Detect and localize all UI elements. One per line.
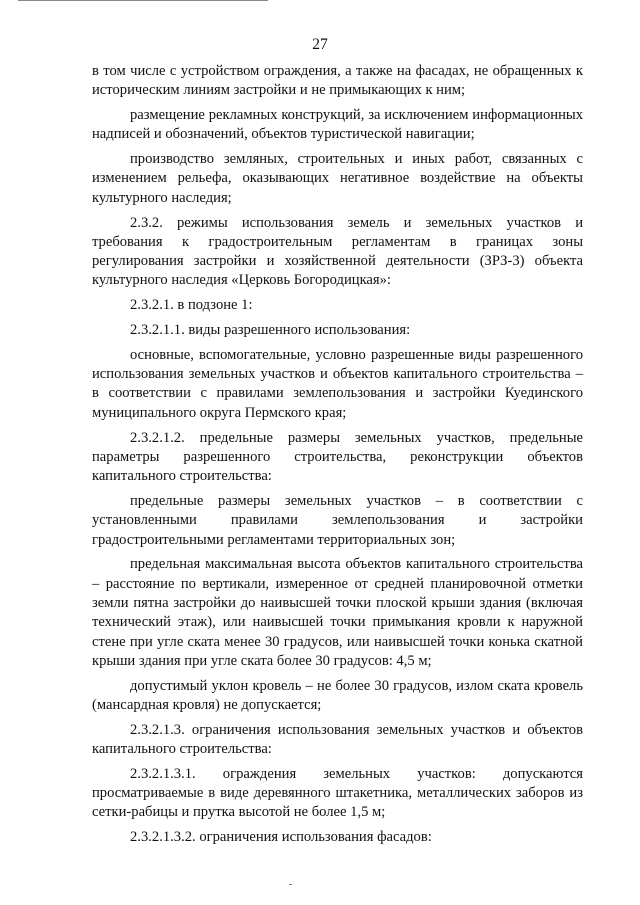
paragraph: производство земляных, строительных и иных работ, связанных с изменением рельефа, оказывающих негативное воздействие на объекты культурного наследия; <box>92 151 583 206</box>
paragraph: предельная максимальная высота объектов капитального строительства – расстояние по вертикали, измеренное от средней планировочной отметки земли пятна застройки до наивысшей точки плоской крыши здания (включая технический этаж), или наивысшей точки примыкания кровли к наружной стене при угле ската менее 30 градусов, или наивысшей точки конька скатной крыши здания при угле ската более 30 градусов: 4,5 м; <box>92 556 583 669</box>
paragraph: 2.3.2.1.3.2. ограничения использования фасадов: <box>130 829 432 846</box>
document-body <box>92 62 583 853</box>
paragraph: 2.3.2.1. в подзоне 1: <box>130 297 253 314</box>
page-number: 27 <box>312 36 328 53</box>
paragraph: 2.3.2.1.1. виды разрешенного использования: <box>130 322 411 339</box>
paragraph: 2.3.2.1.2. предельные размеры земельных участков, предельные параметры разрешенного строительства, реконструкции объектов капитального строительства: <box>92 429 583 485</box>
paragraph: 2.3.2. режимы использования земель и земельных участков и требования к градостроительным регламентам в границах зоны регулирования застройки и хозяйственной деятельности (ЗРЗ-3) объекта культурного наследия «Церковь Богородицкая»: <box>92 214 583 289</box>
top-rule <box>18 0 268 1</box>
paragraph: допустимый уклон кровель – не более 30 градусов, излом ската кровель (мансардная кровля) не допускается; <box>92 677 583 713</box>
paragraph: 2.3.2.1.3.1. ограждения земельных участков: допускаются просматриваемые в виде деревянного штакетника, металлических заборов из сетки-рабицы и прутка высотой не более 1,5 м; <box>92 765 583 821</box>
paragraph: в том числе с устройством ограждения, а также на фасадах, не обращенных к историческим линиям застройки и не примыкающих к ним; <box>92 63 583 99</box>
scan-mark <box>289 884 292 885</box>
paragraph: размещение рекламных конструкций, за исключением информационных надписей и обозначений, объектов туристической навигации; <box>92 107 583 143</box>
paragraph: основные, вспомогательные, условно разрешенные виды разрешенного использования земельных участков и объектов капитального строительства – в соответствии с правилами землепользования и застройки Куединского муниципального округа Пермского края; <box>92 346 583 421</box>
paragraph: предельные размеры земельных участков – в соответствии с установленными правилами землепользования и застройки градостроительными регламентами территориальных зон; <box>92 492 583 548</box>
paragraph: 2.3.2.1.3. ограничения использования земельных участков и объектов капитального строительства: <box>92 721 583 757</box>
